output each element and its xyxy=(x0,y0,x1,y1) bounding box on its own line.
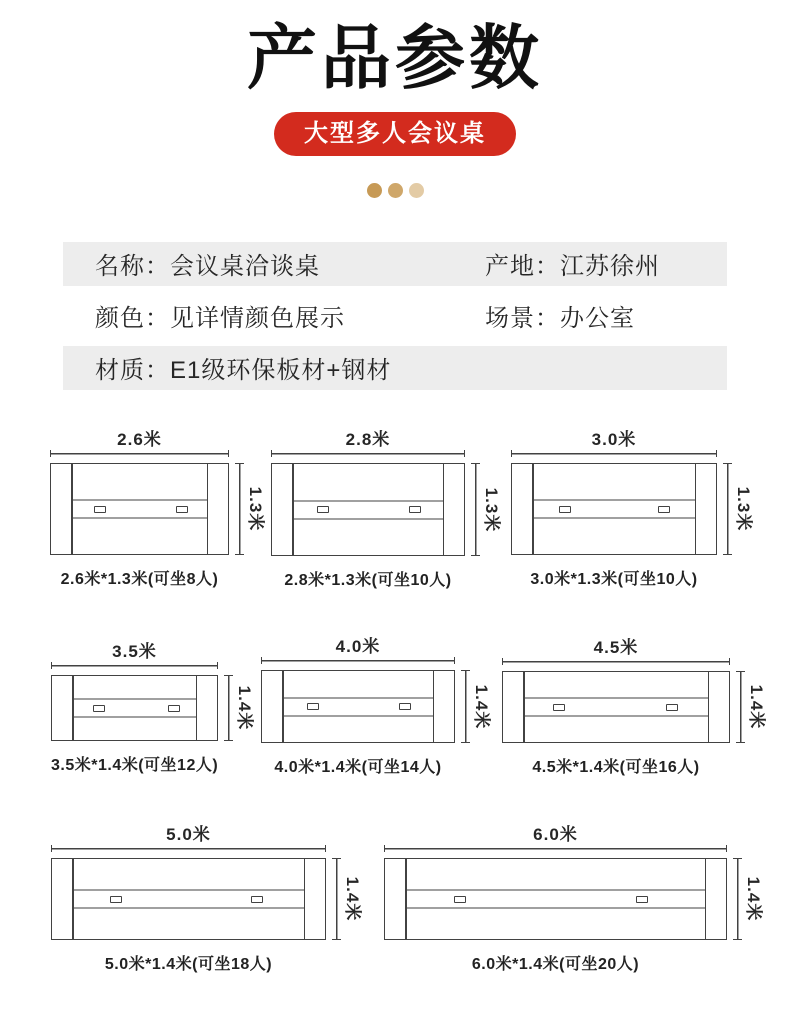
page-title: 产品参数 xyxy=(247,19,543,97)
width-dimension-line xyxy=(271,450,465,457)
height-dimension-line xyxy=(733,858,742,940)
grommet-right xyxy=(168,705,180,712)
height-dimension-line xyxy=(723,463,732,555)
height-dimension-line xyxy=(332,858,341,940)
table-top-outline xyxy=(51,675,218,741)
width-dimension xyxy=(261,638,455,664)
table-size-diagram xyxy=(511,431,757,589)
width-label: 5.0米 xyxy=(166,825,211,844)
height-label: 1.4米 xyxy=(743,876,763,922)
width-dimension xyxy=(502,639,730,665)
table-drawing xyxy=(51,858,366,940)
cable-tray-band xyxy=(73,699,196,718)
height-dimension-line xyxy=(461,670,470,743)
height-dimension xyxy=(328,858,366,940)
spec-color: 颜色：见详情颜色展示 xyxy=(95,305,345,333)
table-size-diagram xyxy=(261,638,495,777)
spec-origin: 产地：江苏徐州 xyxy=(485,253,660,281)
width-dimension-line xyxy=(511,450,717,457)
size-caption: 4.5米*1.4米(可坐16人) xyxy=(532,759,700,776)
cable-tray-band xyxy=(293,500,443,519)
height-dimension xyxy=(467,463,505,556)
table-drawing xyxy=(502,671,770,743)
height-dimension-line xyxy=(471,463,480,556)
table-size-diagram xyxy=(502,639,770,777)
table-drawing xyxy=(271,463,505,556)
cable-tray-band xyxy=(406,890,705,909)
grommet-right xyxy=(409,506,421,513)
height-label: 1.4米 xyxy=(234,685,254,731)
height-dimension xyxy=(729,858,767,940)
width-dimension xyxy=(51,643,218,669)
width-dimension xyxy=(51,826,326,852)
table-size-diagram xyxy=(271,431,505,590)
grommet-left xyxy=(110,896,122,903)
table-drawing xyxy=(384,858,767,940)
grommet-right xyxy=(658,506,670,513)
grommet-left xyxy=(553,704,565,711)
width-dimension xyxy=(50,431,229,457)
grommet-left xyxy=(559,506,571,513)
grommet-left xyxy=(317,506,329,513)
height-label: 1.4米 xyxy=(342,876,362,922)
width-label: 6.0米 xyxy=(533,825,578,844)
height-label: 1.3米 xyxy=(733,486,753,532)
width-dimension xyxy=(384,826,727,852)
size-caption: 6.0米*1.4米(可坐20人) xyxy=(471,956,640,973)
table-drawing xyxy=(511,463,757,555)
height-dimension-line xyxy=(224,675,233,741)
grommet-right xyxy=(399,703,411,710)
width-label: 4.5米 xyxy=(593,638,639,657)
cable-tray-band xyxy=(283,697,433,716)
height-dimension xyxy=(457,670,495,743)
height-label: 1.4米 xyxy=(746,684,766,730)
table-top-outline xyxy=(50,463,229,555)
width-dimension xyxy=(511,431,717,457)
category-badge: 大型多人会议桌 xyxy=(274,112,516,156)
table-top-outline xyxy=(502,671,730,743)
height-label: 1.4米 xyxy=(471,684,491,729)
cable-tray-band xyxy=(533,500,695,519)
table-top-outline xyxy=(261,670,455,743)
width-label: 3.5米 xyxy=(112,642,157,661)
size-caption: 3.5米*1.4米(可坐12人) xyxy=(51,757,219,774)
table-drawing xyxy=(51,675,258,741)
grommet-left xyxy=(94,506,106,513)
height-dimension xyxy=(719,463,757,555)
grommet-right xyxy=(636,896,648,903)
table-top-outline xyxy=(384,858,727,940)
size-caption: 2.6米*1.3米(可坐8人) xyxy=(60,571,219,588)
grommet-right xyxy=(176,506,188,513)
table-size-diagram xyxy=(51,826,366,974)
height-dimension-line xyxy=(235,463,244,555)
cable-tray-band xyxy=(73,890,304,909)
grommet-right xyxy=(666,704,678,711)
height-dimension xyxy=(231,463,269,555)
table-top-outline xyxy=(271,463,465,556)
cable-tray-band xyxy=(524,698,708,717)
height-label: 1.3米 xyxy=(245,486,265,532)
size-caption: 5.0米*1.4米(可坐18人) xyxy=(104,956,273,973)
spec-material: 材质：E1级环保板材+钢材 xyxy=(95,357,392,385)
width-label: 2.6米 xyxy=(117,430,162,449)
grommet-left xyxy=(93,705,105,712)
height-dimension xyxy=(220,675,258,741)
spec-scene: 场景：办公室 xyxy=(485,305,635,333)
width-label: 4.0米 xyxy=(335,637,381,656)
grommet-left xyxy=(307,703,319,710)
width-label: 2.8米 xyxy=(345,430,391,449)
height-dimension xyxy=(732,671,770,743)
height-dimension-line xyxy=(736,671,745,743)
width-dimension xyxy=(271,431,465,457)
table-drawing xyxy=(261,670,495,743)
width-dimension-line xyxy=(261,657,455,664)
size-caption: 3.0米*1.3米(可坐10人) xyxy=(530,571,698,588)
size-caption: 2.8米*1.3米(可坐10人) xyxy=(284,572,452,589)
size-caption: 4.0米*1.4米(可坐14人) xyxy=(274,759,442,776)
table-size-diagram xyxy=(384,826,767,974)
height-label: 1.3米 xyxy=(481,487,501,532)
table-top-outline xyxy=(511,463,717,555)
width-label: 3.0米 xyxy=(591,430,637,449)
width-dimension-line xyxy=(51,662,218,669)
grommet-right xyxy=(251,896,263,903)
width-dimension-line xyxy=(502,658,730,665)
grommet-left xyxy=(454,896,466,903)
table-size-diagram xyxy=(50,431,269,589)
table-size-diagram xyxy=(51,643,258,775)
table-top-outline xyxy=(51,858,326,940)
width-dimension-line xyxy=(51,845,326,852)
width-dimension-line xyxy=(384,845,727,852)
spec-name: 名称：会议桌洽谈桌 xyxy=(95,253,320,281)
width-dimension-line xyxy=(50,450,229,457)
table-drawing xyxy=(50,463,269,555)
cable-tray-band xyxy=(72,500,207,519)
